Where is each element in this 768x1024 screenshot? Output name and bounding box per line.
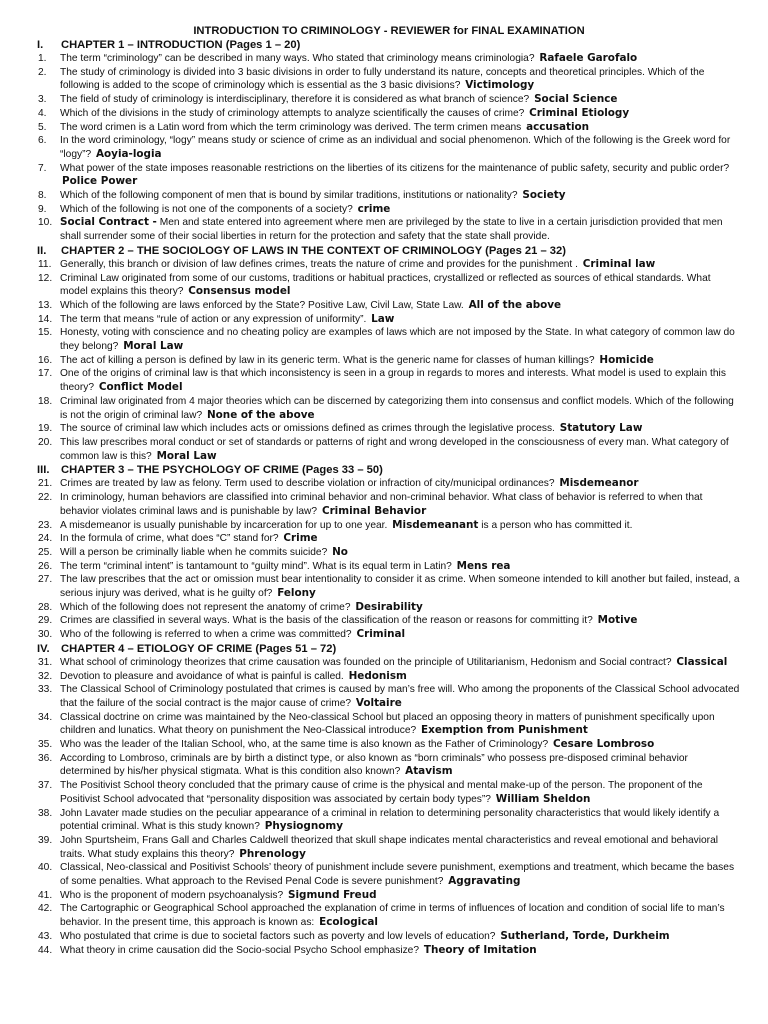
- question-text: The Classical School of Criminology postulated that crimes is caused by man’s free will. Who among the proponents of the Classical School advocated that the failure of the social contract is the major cause of crime?: [60, 684, 740, 709]
- question-number: 10.: [38, 217, 53, 229]
- answer-text: Police Power: [62, 175, 138, 188]
- question-number: 16.: [38, 354, 53, 366]
- question-item: [38, 656, 740, 670]
- question-number: 24.: [38, 533, 53, 545]
- chapter-heading: [37, 463, 740, 477]
- question-number: 33.: [38, 684, 53, 696]
- chapter-number: III.: [37, 464, 50, 477]
- question-item: [38, 326, 740, 353]
- answer-text: All of the above: [468, 298, 562, 311]
- answer-text: Social Science: [534, 93, 618, 106]
- answer-text: crime: [357, 202, 391, 215]
- question-item: [38, 889, 740, 903]
- question-item: [38, 367, 740, 394]
- question-number: 19.: [38, 423, 53, 435]
- question-text: The act of killing a person is defined by law in its generic term. What is the generic name for classes of human killings?: [60, 354, 595, 366]
- question-number: 39.: [38, 834, 53, 846]
- question-number: 35.: [38, 739, 53, 751]
- chapter-heading: [37, 244, 740, 258]
- answer-text: Voltaire: [355, 696, 402, 709]
- question-item: [38, 66, 740, 93]
- question-item: [38, 930, 740, 944]
- question-text: Which of the following are laws enforced by the State? Positive Law, Civil Law, State Law.: [60, 299, 464, 311]
- question-text: Classical, Neo-classical and Positivist Schools’ theory of punishment include severe punishment, exemptions and treatment, which became the bases of some penalties. What approach to the Revised Penal Code is severe punishment?: [60, 862, 735, 888]
- reviewer-content: [38, 38, 740, 957]
- question-number: 14.: [38, 313, 53, 325]
- question-item: [38, 902, 740, 929]
- chapter-title: CHAPTER 4 – ETIOLOGY OF CRIME (Pages 51 – 72): [61, 642, 337, 655]
- answer-text: Homicide: [599, 353, 654, 366]
- question-number: 42.: [38, 903, 53, 915]
- question-text: The study of criminology is divided into 3 basic divisions in order to fully understand its nature, concepts and theoretical principles. Which of the following is added to the scope of criminology which is essential as the 3 basic divisions?: [60, 66, 705, 92]
- question-text: In the word criminology, “logy” means study or science of crime as an individual and social phenomenon. Which of the following is the Greek word for “logy”?: [60, 135, 731, 160]
- question-text: Who postulated that crime is due to societal factors such as poverty and low levels of education?: [60, 930, 496, 942]
- question-item: [38, 628, 740, 642]
- question-text: What theory in crime causation did the Socio-social Psycho School emphasize?: [60, 944, 420, 956]
- question-item: [38, 614, 740, 628]
- question-item: [38, 944, 740, 958]
- question-item: [38, 272, 740, 299]
- answer-text: Mens rea: [456, 559, 511, 572]
- question-item: [38, 601, 740, 615]
- question-number: 38.: [38, 807, 53, 819]
- question-number: 13.: [38, 299, 53, 311]
- question-item: [38, 779, 740, 806]
- chapter-number: IV.: [37, 642, 50, 655]
- question-number: 6.: [38, 135, 47, 147]
- question-text: Which of the following is not one of the components of a society?: [60, 203, 353, 215]
- question-item: [38, 738, 740, 752]
- chapter-number: I.: [37, 39, 44, 51]
- question-number: 29.: [38, 615, 53, 627]
- chapter-heading: [37, 642, 740, 656]
- question-number: 20.: [38, 436, 53, 448]
- question-text: Honesty, voting with conscience and no cheating policy are examples of laws which are not imposed by the State. In what category of common law do they belong?: [60, 327, 735, 353]
- question-number: 44.: [38, 944, 53, 956]
- answer-text: Classical: [676, 655, 728, 668]
- answer-text: Exemption from Punishment: [421, 724, 588, 737]
- question-item: [38, 532, 740, 546]
- question-number: 12.: [38, 272, 53, 284]
- answer-text: Sigmund Freud: [287, 888, 377, 901]
- question-text: The Positivist School theory concluded that the primary cause of crime is the physical and mental make-up of the person. The proponent of the Positivist School advocated that “personality disposition was associated by certain body types”?: [60, 780, 703, 805]
- question-item: [38, 93, 740, 107]
- answer-text: Conflict Model: [98, 381, 183, 394]
- question-item: [38, 258, 740, 272]
- question-item: [38, 807, 740, 834]
- question-text: The term “criminal intent” is tantamount to “guilty mind”. What is its equal term in Latin?: [60, 560, 452, 572]
- question-item: [38, 670, 740, 684]
- question-item: [38, 189, 740, 203]
- question-number: 26.: [38, 560, 53, 572]
- question-item: [38, 203, 740, 217]
- question-text: Crimes are classified in several ways. What is the basis of the classification of the reason or reasons for committing it?: [60, 615, 593, 627]
- question-item: [38, 395, 740, 422]
- answer-text: Law: [371, 312, 395, 325]
- question-number: 37.: [38, 780, 53, 792]
- question-number: 15.: [38, 327, 53, 339]
- question-number: 8.: [38, 190, 47, 202]
- question-item: [38, 519, 740, 533]
- question-number: 30.: [38, 629, 53, 641]
- question-number: 32.: [38, 670, 53, 682]
- question-text: What power of the state imposes reasonable restrictions on the liberties of its citizens for the maintenance of public safety, security and public order?: [60, 162, 730, 174]
- term-label: Social Contract -: [60, 216, 157, 229]
- question-item: [38, 313, 740, 327]
- question-item: [38, 752, 740, 779]
- answer-text: William Sheldon: [495, 792, 591, 805]
- question-text: Which of the following component of men that is bound by similar traditions, institutions or nationality?: [60, 190, 518, 202]
- question-text: One of the origins of criminal law is that which inconsistency is seen in a group in regards to mores and interests. What model is used to explain this theory?: [60, 368, 726, 394]
- question-text: Who of the following is referred to when a crime was committed?: [60, 629, 352, 641]
- question-number: 41.: [38, 889, 53, 901]
- chapter-number: II.: [37, 244, 47, 257]
- question-number: 23.: [38, 519, 53, 531]
- question-number: 2.: [38, 66, 47, 78]
- question-item: [38, 107, 740, 121]
- chapter-title: CHAPTER 2 – THE SOCIOLOGY OF LAWS IN THE CONTEXT OF CRIMINOLOGY (Pages 21 – 32): [61, 244, 566, 257]
- question-item: [38, 546, 740, 560]
- answer-text: accusation: [526, 120, 590, 133]
- question-item: [38, 477, 740, 491]
- question-number: 18.: [38, 395, 53, 407]
- question-number: 36.: [38, 752, 53, 764]
- question-item: [38, 573, 740, 600]
- answer-text: Crime: [283, 532, 318, 545]
- answer-text: Cesare Lombroso: [552, 738, 655, 751]
- question-item: [38, 162, 740, 189]
- question-text: What school of criminology theorizes that crime causation was founded on the principle of Utilitarianism, Hedonism and Social contract?: [60, 656, 672, 668]
- question-text: The term that means “rule of action or any expression of uniformity”.: [60, 313, 367, 325]
- question-item: [38, 861, 740, 888]
- question-item: [38, 436, 740, 463]
- question-item: [38, 834, 740, 861]
- answer-text: Phrenology: [239, 847, 306, 860]
- question-item: [38, 422, 740, 436]
- question-number: 27.: [38, 574, 53, 586]
- question-tail-text: is a person who has committed it.: [481, 519, 633, 531]
- question-text: Men and state entered into agreement where men are privileged by the state to live in a certain jurisdiction provided that men shall surrender some of their social liberties in return for the protection and safety that the state shall provide.: [60, 217, 723, 243]
- question-text: In criminology, human behaviors are classified into criminal behavior and non-criminal behavior. What class of behavior is referred to when that behavior violates criminal laws and is punishable by law?: [60, 492, 703, 517]
- question-number: 7.: [38, 162, 47, 174]
- answer-text: Consensus model: [188, 285, 291, 298]
- question-item: [38, 683, 740, 710]
- answer-text: Aggravating: [448, 875, 521, 888]
- question-text: Generally, this branch or division of law defines crimes, treats the nature of crime and provides for the punishment .: [60, 258, 578, 270]
- answer-text: Criminal Etiology: [529, 106, 630, 119]
- answer-text: Criminal: [356, 628, 406, 641]
- answer-text: Physiognomy: [264, 820, 343, 833]
- question-number: 11.: [38, 258, 52, 270]
- answer-text: Moral Law: [123, 340, 184, 353]
- question-item: [38, 134, 740, 161]
- question-number: 22.: [38, 492, 53, 504]
- answer-text: No: [332, 545, 348, 558]
- chapter-title: CHAPTER 1 – INTRODUCTION (Pages 1 – 20): [61, 39, 301, 51]
- answer-text: Misdemeanant: [392, 518, 479, 531]
- question-number: 40.: [38, 862, 53, 874]
- question-item: [38, 354, 740, 368]
- question-text: Who was the leader of the Italian School, who, at the same time is also known as the Father of Criminology?: [60, 739, 549, 751]
- question-number: 25.: [38, 546, 53, 558]
- answer-text: Hedonism: [348, 669, 407, 682]
- question-text: Which of the following does not represent the anatomy of crime?: [60, 601, 351, 613]
- question-item: [38, 121, 740, 135]
- question-text: Classical doctrine on crime was maintained by the Neo-classical School but placed an opposing theory in matters of punishment specifically upon children and lunatics. What theory on punishment the Neo-Classical introduce?: [60, 711, 715, 737]
- answer-text: Victimology: [465, 79, 535, 92]
- answer-text: Atavism: [405, 765, 453, 778]
- question-text: The Cartographic or Geographical School approached the explanation of crime in terms of influences of location and condition of social life to man’s behavior. In the present time, this approach is known as:: [60, 903, 725, 929]
- answer-text: Rafaele Garofalo: [539, 52, 638, 64]
- question-number: 9.: [38, 203, 47, 215]
- answer-text: Criminal Behavior: [321, 504, 427, 517]
- question-text: Which of the divisions in the study of criminology attempts to analyze scientifically the causes of crime?: [60, 107, 525, 119]
- chapter-title: CHAPTER 3 – THE PSYCHOLOGY OF CRIME (Pages 33 – 50): [61, 464, 383, 477]
- question-number: 21.: [38, 478, 53, 490]
- answer-text: Desirability: [355, 600, 423, 613]
- answer-text: Felony: [277, 587, 316, 600]
- question-text: This law prescribes moral conduct or set of standards or patterns of right and wrong developed in the consciousness of every man. What category of common law is this?: [60, 436, 729, 462]
- answer-text: Ecological: [319, 916, 378, 929]
- question-item: [38, 491, 740, 518]
- question-text: The law prescribes that the act or omission must bear intentionality to consider it as crime. When someone intended to kill another but failed, instead, a serious injury was derived, what is he guilty of?: [60, 574, 740, 600]
- question-text: Who is the proponent of modern psychoanalysis?: [60, 889, 284, 901]
- answer-text: Criminal law: [582, 257, 656, 270]
- question-number: 34.: [38, 711, 53, 723]
- chapter-heading: [37, 38, 740, 52]
- question-item: [38, 299, 740, 313]
- question-number: 3.: [38, 94, 47, 106]
- question-item: [38, 560, 740, 574]
- question-text: Criminal law originated from 4 major theories which can be discerned by categorizing them into consensus and conflict models. Which of the following is not the origin of criminal law?: [60, 395, 734, 421]
- answer-text: None of the above: [206, 408, 315, 421]
- answer-text: Statutory Law: [559, 422, 643, 435]
- document-title: INTRODUCTION TO CRIMINOLOGY - REVIEWER for FINAL EXAMINATION: [193, 25, 585, 37]
- question-text: Devotion to pleasure and avoidance of what is painful is called.: [60, 670, 344, 682]
- question-text: Will a person be criminally liable when he commits suicide?: [60, 546, 328, 558]
- question-number: 31.: [38, 656, 53, 668]
- answer-text: Theory of Imitation: [423, 943, 537, 956]
- answer-text: Aoyia-logia: [95, 147, 162, 160]
- answer-text: Society: [522, 189, 566, 202]
- question-item: [38, 216, 740, 243]
- question-text: John Spurtsheim, Frans Gall and Charles Caldwell theorized that skull shape indicates mental characteristics and reveal emotional and behavioral traits. What study explains this theory?: [60, 834, 719, 860]
- question-item: [38, 52, 740, 66]
- answer-text: Misdemeanor: [559, 477, 639, 490]
- answer-text: Moral Law: [156, 449, 217, 462]
- question-text: John Lavater made studies on the peculiar appearance of a criminal in relation to determining personality characteristics that would likely identify a potential criminal. What is this study known?: [60, 807, 720, 833]
- question-text: A misdemeanor is usually punishable by incarceration for up to one year.: [60, 519, 388, 531]
- question-number: 4.: [38, 107, 47, 119]
- answer-text: Motive: [597, 614, 638, 627]
- question-text: According to Lombroso, criminals are by birth a distinct type, or also known as “born criminals” who possess pre-disposed criminal behavior determined by his/her physical stigmata. What is this condition also known?: [60, 752, 688, 778]
- question-text: In the formula of crime, what does “C” stand for?: [60, 533, 279, 545]
- question-text: Criminal Law originated from some of our customs, traditions or habitual practices, crystallized or reflected as sources of ethical standards. What model explains this theory?: [60, 272, 711, 298]
- question-number: 1.: [38, 53, 47, 64]
- question-item: [38, 711, 740, 738]
- question-text: The field of study of criminology is interdisciplinary, therefore it is considered as what branch of science?: [60, 94, 530, 106]
- answer-text: Sutherland, Torde, Durkheim: [500, 929, 670, 942]
- question-number: 43.: [38, 930, 53, 942]
- question-text: The source of criminal law which includes acts or omissions defined as crimes through the legislative process.: [60, 423, 555, 435]
- question-number: 5.: [38, 121, 47, 133]
- question-text: The word crimen is a Latin word from which the term criminology was derived. The term crimen means: [60, 121, 522, 133]
- question-number: 17.: [38, 368, 53, 380]
- question-number: 28.: [38, 601, 53, 613]
- question-text: The term “criminology” can be described in many ways. Who stated that criminology means criminologia?: [60, 53, 535, 64]
- question-text: Crimes are treated by law as felony. Term used to describe violation or infraction of city/municipal ordinances?: [60, 478, 555, 490]
